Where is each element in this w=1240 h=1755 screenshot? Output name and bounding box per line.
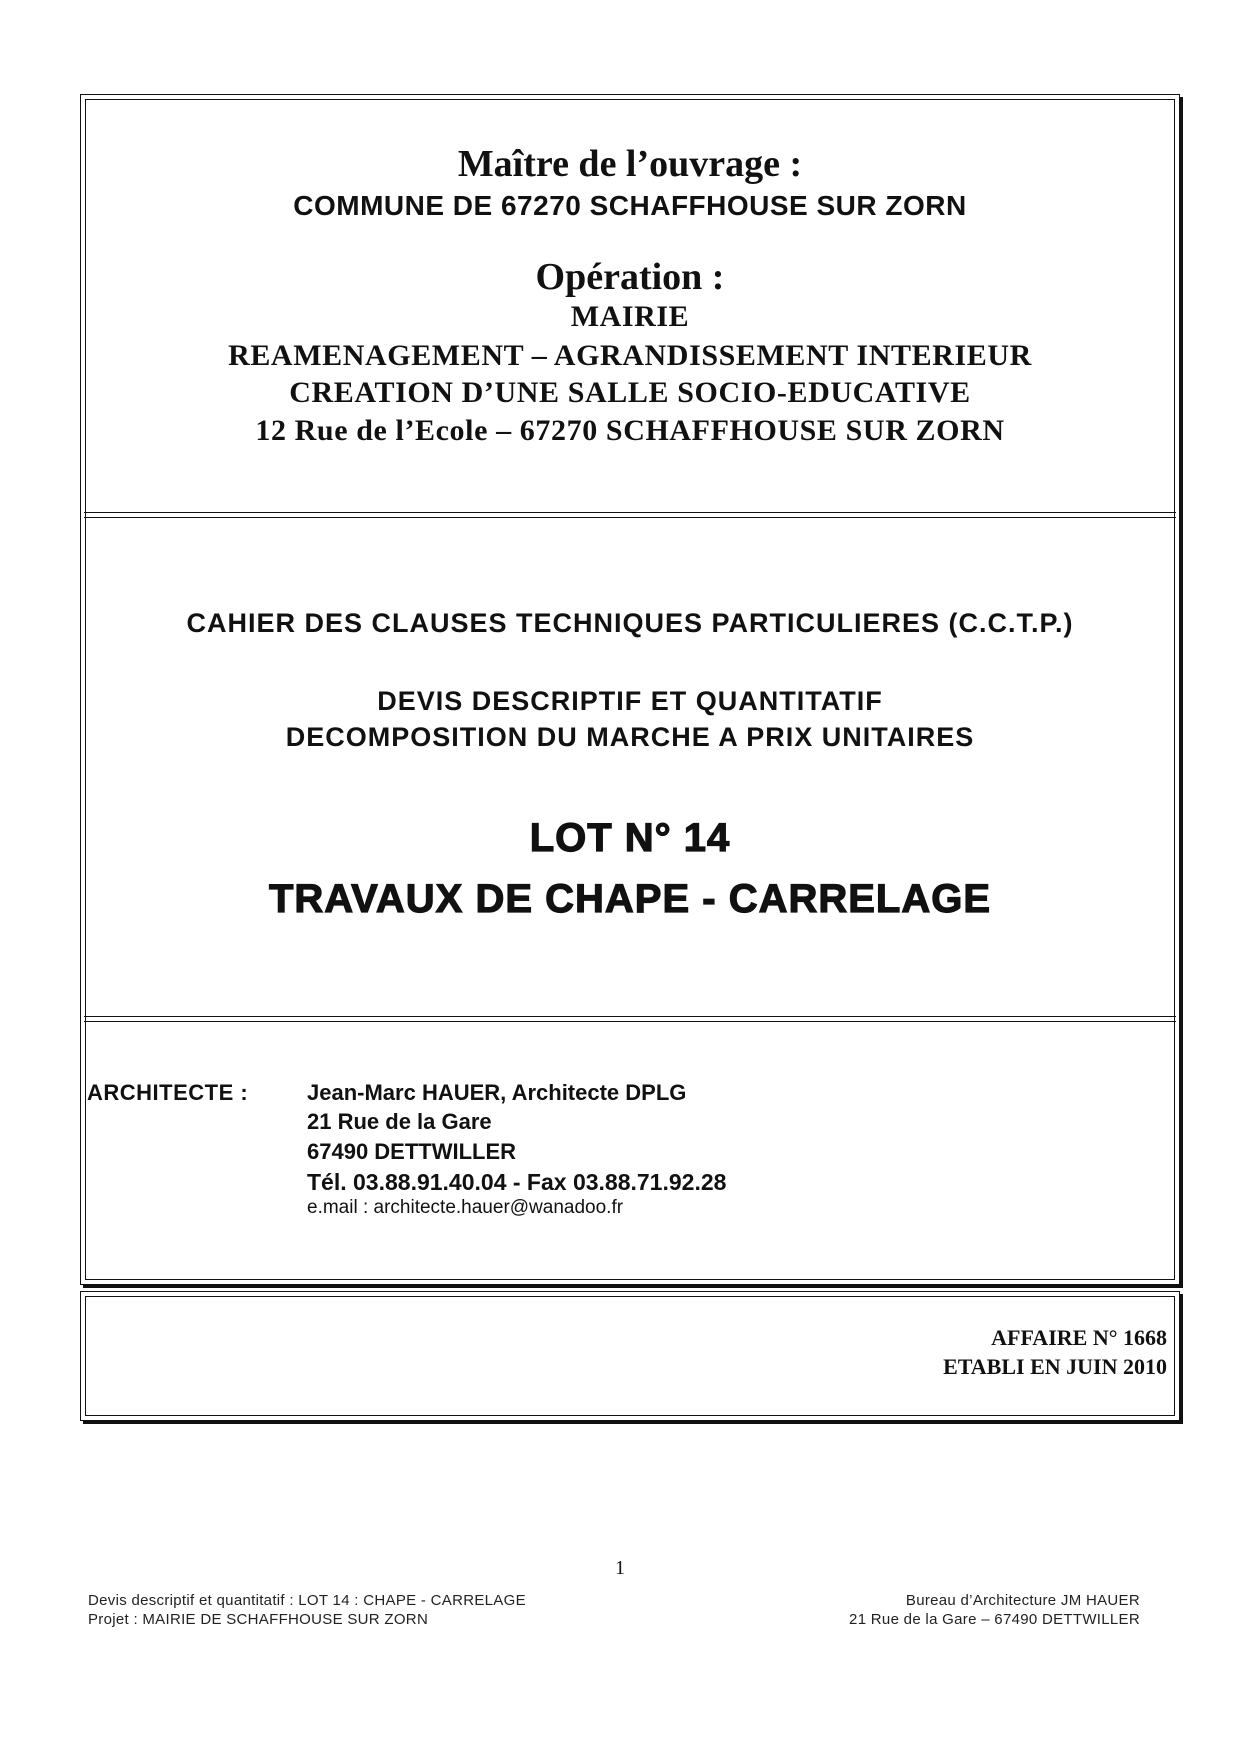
affaire-number: AFFAIRE N° 1668	[991, 1325, 1167, 1350]
devis-title-line: DEVIS DESCRIPTIF ET QUANTITATIF	[377, 686, 883, 716]
footer-right-line: Bureau d’Architecture JM HAUER	[905, 1592, 1140, 1609]
architect-email: e.mail : architecte.hauer@wanadoo.fr	[307, 1197, 624, 1218]
section-divider-1	[84, 512, 1176, 513]
footer-left-line: Devis descriptif et quantitatif : LOT 14 : CHAPE - CARRELAGE	[88, 1592, 526, 1609]
owner-value: COMMUNE DE 67270 SCHAFFHOUSE SUR ZORN	[293, 190, 967, 221]
operation-line: CREATION D’UNE SALLE SOCIO-EDUCATIVE	[289, 376, 971, 409]
operation-line: MAIRIE	[570, 300, 690, 333]
operation-line: 12 Rue de l’Ecole – 67270 SCHAFFHOUSE SUR ZORN	[255, 414, 1005, 447]
cctp-title: CAHIER DES CLAUSES TECHNIQUES PARTICULIERES (C.C.T.P.)	[186, 608, 1074, 638]
lot-number: LOT N° 14	[529, 816, 731, 860]
architect-phone: Tél. 03.88.91.40.04 - Fax 03.88.71.92.28	[307, 1169, 727, 1195]
architect-street: 21 Rue de la Gare	[307, 1109, 492, 1134]
devis-title-line: DECOMPOSITION DU MARCHE A PRIX UNITAIRES	[285, 722, 975, 752]
footer-right-line: 21 Rue de la Gare – 67490 DETTWILLER	[849, 1611, 1140, 1628]
architect-city: 67490 DETTWILLER	[307, 1139, 517, 1164]
operation-heading: Opération :	[535, 256, 725, 298]
architect-label: ARCHITECTE :	[87, 1080, 249, 1105]
affaire-date: ETABLI EN JUIN 2010	[943, 1354, 1167, 1379]
operation-line: REAMENAGEMENT – AGRANDISSEMENT INTERIEUR	[228, 339, 1032, 372]
footer-left-line: Projet : MAIRIE DE SCHAFFHOUSE SUR ZORN	[88, 1611, 429, 1628]
section-divider-2b	[84, 1021, 1176, 1022]
owner-heading: Maître de l’ouvrage :	[457, 143, 803, 185]
section-divider-1b	[84, 517, 1176, 518]
page-number: 1	[615, 1557, 625, 1579]
architect-name: Jean-Marc HAUER, Architecte DPLG	[307, 1080, 687, 1105]
section-divider-2	[84, 1016, 1176, 1017]
lot-title: TRAVAUX DE CHAPE - CARRELAGE	[268, 877, 992, 921]
